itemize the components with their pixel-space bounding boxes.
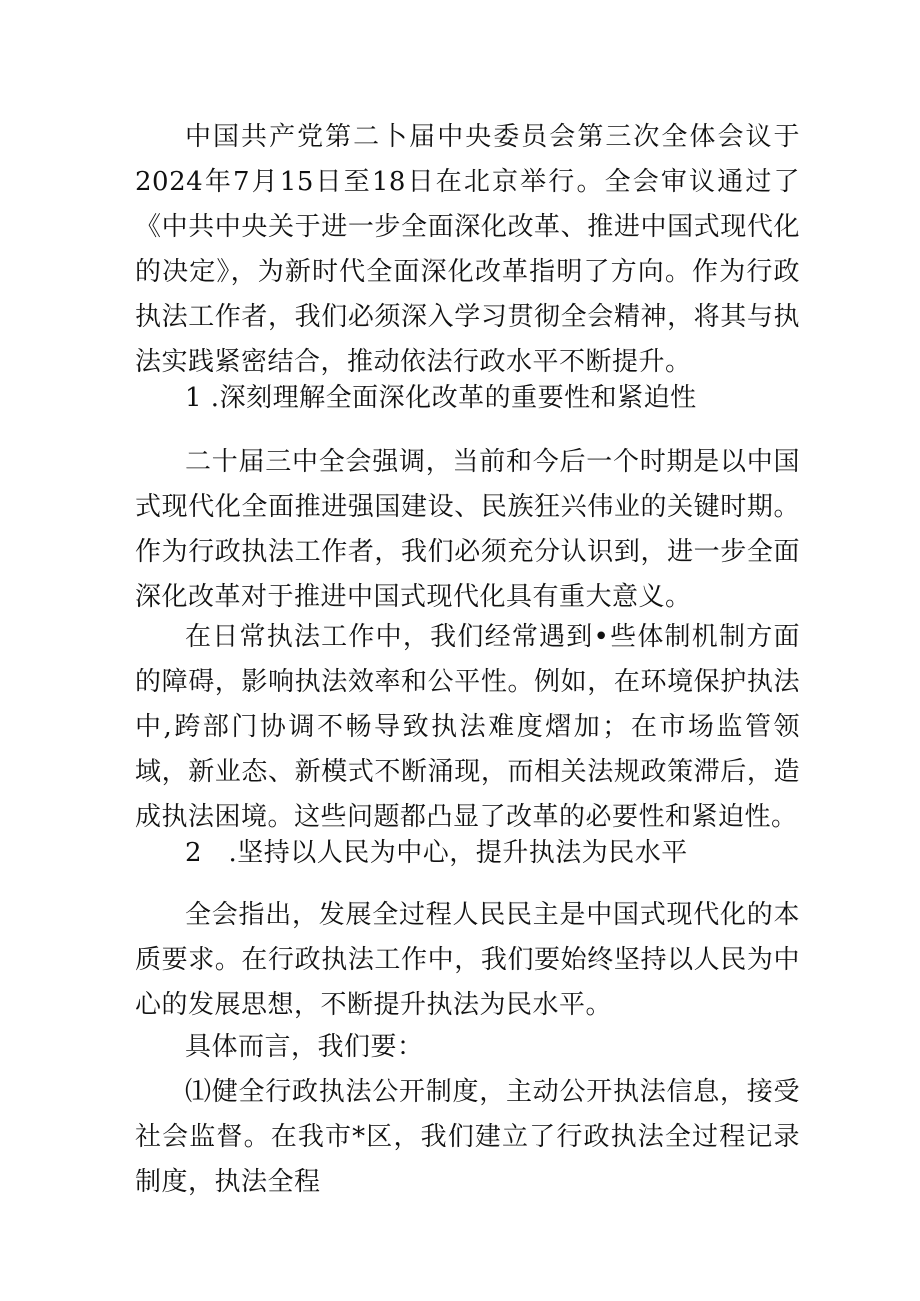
- body-paragraph: 具体而言，我们要：: [185, 1032, 424, 1062]
- body-paragraph: 在日常执法工作中，我们经常遇到•些体制机制方面的障碍，影响执法效率和公平性。例如，在环境保护执法中,跨部门协调不畅导致执法难度熠加；在市场监管领域，新业态、新模式不断涌现，而相关法规政策滞后，造成执法困境。这些问题都凸显了改革的必要性和紧迫性。: [135, 622, 800, 832]
- section-heading-1: 1 .深刻理解全面深化改革的重要性和紧迫性: [185, 383, 697, 413]
- intro-paragraph: 中国共产党第二卜届中央委员会第三次全体会议于2024年7月15日至18日在北京举行。全会审议通过了《中共中央关于进一步全面深化改革、推进中国式现代化的决定》，为新时代全面深化改革指明了方向。作为行政执法工作者，我们必须深入学习贯彻全会精神，将其与执法实践紧密结合，推动依法行政水平不断提升。: [135, 122, 800, 377]
- section-heading-2: 2 .坚持以人民为中心，提升执法为民水平: [185, 838, 688, 868]
- list-item-paragraph: ⑴健全行政执法公开制度，主动公开执法信息，接受社会监督。在我市*区，我们建立了行政执法全过程记录制度，执法全程: [135, 1077, 800, 1197]
- body-paragraph: 全会指出，发展全过程人民民主是中国式现代化的本质要求。在行政执法工作中，我们要始终坚持以人民为中心的发展思想，不断提升执法为民水平。: [135, 900, 800, 1020]
- body-paragraph: 二十届三中全会强调，当前和今后一个时期是以中国式现代化全面推进强国建设、民族狂兴伟业的关键时期。作为行政执法工作者，我们必须充分认识到，进一步全面深化改革对于推进中国式现代化具有重大意义。: [135, 447, 800, 612]
